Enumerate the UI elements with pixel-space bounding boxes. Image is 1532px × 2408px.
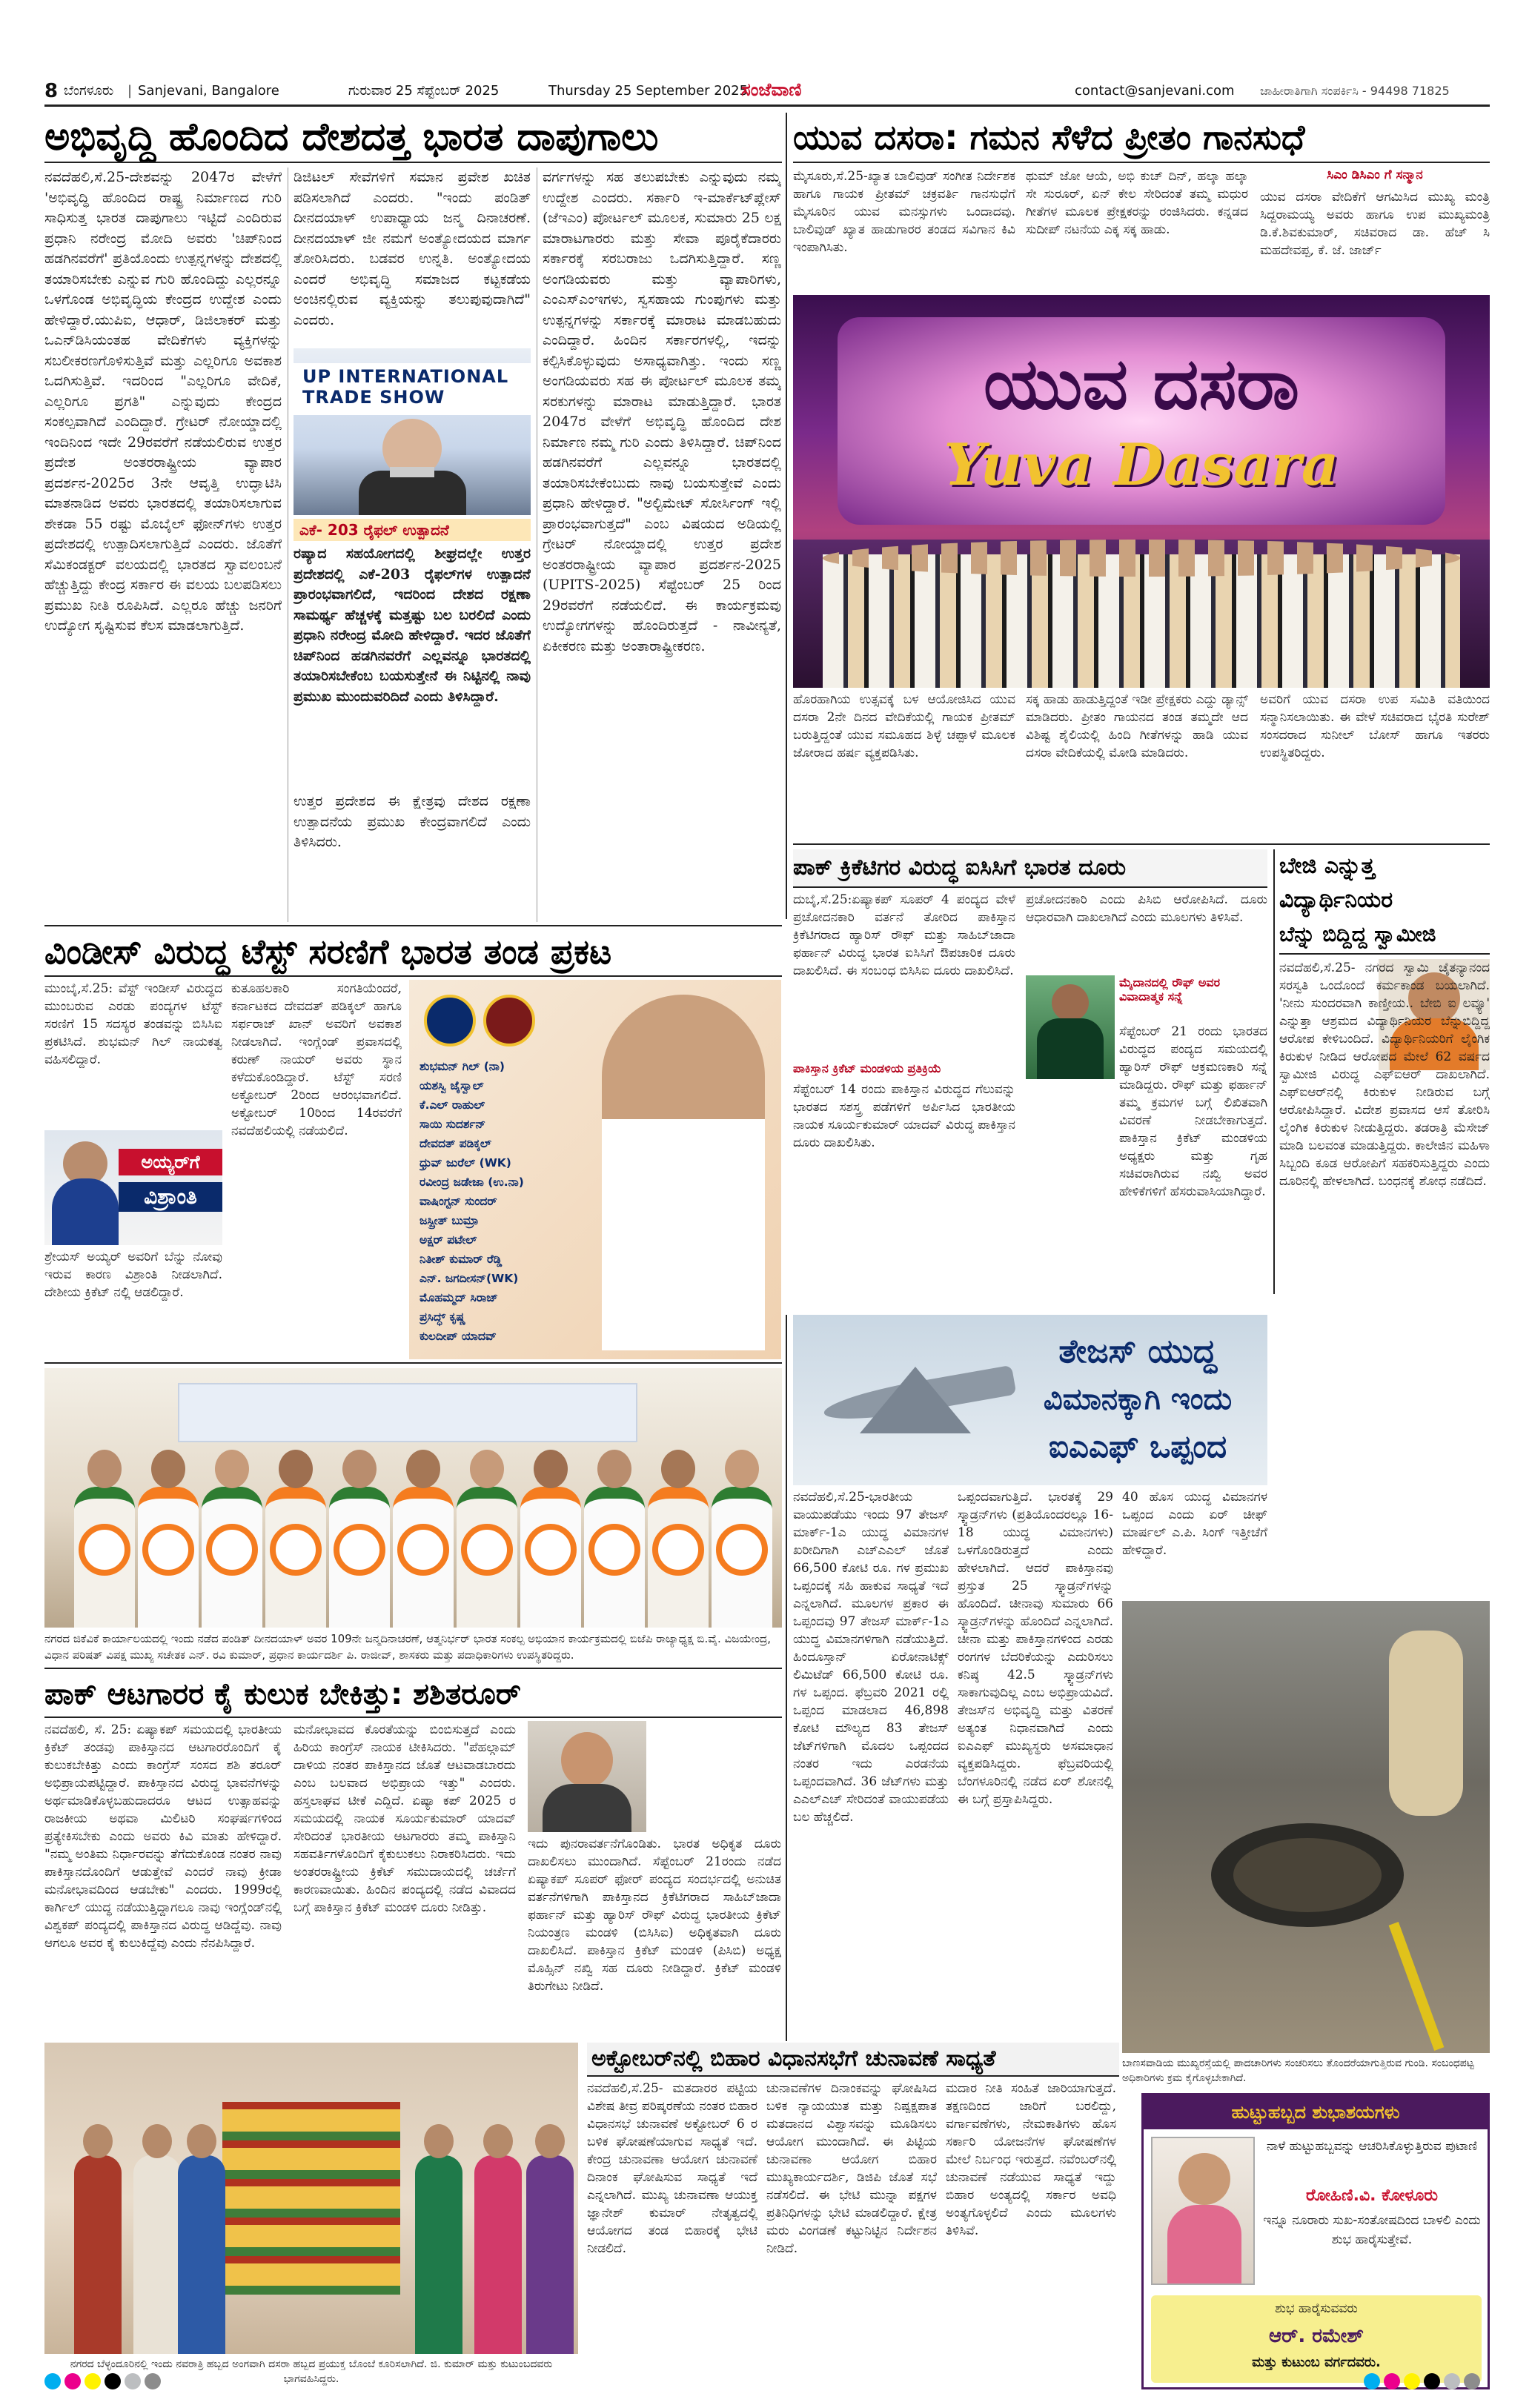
person-head — [406, 1450, 440, 1488]
story4-col2: ಸೆಪ್ಟೆಂಬರ್ 21 ರಂದು ಭಾರತದ ವಿರುದ್ಧದ ಪಂದ್ಯದ ಸಮಯದಲ್ಲಿ ಹ್ಯಾರಿಸ್ ರೌಫ್ ಆಕ್ರಮಣಕಾರಿ ಸನ್ನೆ ಮಾಡಿದ್ದರು. ರೌಫ್ ಮತ್ತು ಫರ್ಹಾನ್ ತಮ್ಮ ಕ್ರಮಗಳ ಬಗ್ಗೆ ಲಿಖಿತವಾಗಿ ವಿವರಣೆ ನೀಡಬೇಕಾಗುತ್ತದೆ. ಪಾಕಿಸ್ತಾನ ಕ್ರಿಕೆಟ್ ಮಂಡಳಿಯ ಅಧ್ಯಕ್ಷರು ಮತ್ತು ಗೃಹ ಸಚಿವರಾಗಿರುವ ನಖ್ವಿ ಅವರ ಹೇಳಿಕೆಗಳಿಗೆ ಹೆಸರುವಾಸಿಯಾಗಿದ್ದಾರೆ. — [1119, 1024, 1267, 1199]
birthday-title: ಹುಟ್ಟುಹಬ್ಬದ ಶುಭಾಶಯಗಳು — [1144, 2095, 1488, 2129]
banner-kannada: ಯುವ ದಸರಾ — [983, 342, 1300, 425]
story6-col3: ಇದು ಪುನರಾವರ್ತನೆಗೊಂಡಿತು. ಭಾರತ ಅಧಿಕೃತ ದೂರು ದಾಖಲಿಸಲು ಮುಂದಾಗಿದೆ. ಸೆಪ್ಟೆಂಬರ್ 21ರಂದು ನಡೆದ ಏಷ್ಯಾಕಪ್ ಸೂಪರ್ ಫೋರ್ ಪಂದ್ಯದ ಸಂದರ್ಭದಲ್ಲಿ ಅನುಚಿತ ವರ್ತನೆಗಳಿಗಾಗಿ ಪಾಕಿಸ್ತಾನದ ಕ್ರಿಕೆಟಿಗರಾದ ಸಾಹಿಬ್‌ಜಾದಾ ಫರ್ಹಾನ್ ಮತ್ತು ಹ್ಯಾರಿಸ್ ರೌಫ್ ವಿರುದ್ಧ ಭಾರತೀಯ ಕ್ರಿಕೆಟ್ ನಿಯಂತ್ರಣ ಮಂಡಳಿ (ಬಿಸಿಸಿಐ) ಅಧಿಕೃತವಾಗಿ ದೂರು ದಾಖಲಿಸಿದೆ. ಪಾಕಿಸ್ತಾನ ಕ್ರಿಕೆಟ್ ಮಂಡಳಿ (ಪಿಸಿಬಿ) ಅಧ್ಯಕ್ಷ ಮೊಹ್ಸಿನ್ ನಖ್ವಿ ಸಹ ದೂರು ನೀಡಿದ್ದಾರೆ. ಕ್ರಿಕೆಟ್ ಮಂಡಳಿ ತಿರುಗೇಟು ನೀಡಿದೆ. — [528, 1837, 781, 1994]
city: ಬೆಂಗಳೂರು — [64, 83, 114, 99]
squad-player: ಯಶಸ್ವಿ ಜೈಸ್ವಾಲ್ — [420, 1079, 484, 1092]
story1-headline: ಅಭಿವೃದ್ಧಿ ಹೊಂದಿದ ದೇಶದತ್ತ ಭಾರತ ದಾಪುಗಾಲು — [44, 115, 659, 159]
birthday-from: ಶುಭ ಹಾರೈಸುವವರು — [1275, 2301, 1358, 2316]
edition: Sanjevani, Bangalore — [138, 83, 279, 99]
bjp-event-photo — [44, 1368, 782, 1628]
story7-col1: ನವದೆಹಲಿ,ಸೆ.25-ಭಾರತೀಯ ವಾಯುಪಡೆಯು ಇಂದು 97 ತೇಜಸ್ ಮಾರ್ಕ್-1ಎ ಯುದ್ಧ ವಿಮಾನಗಳ ಖರೀದಿಗಾಗಿ ಎಚ್‌ಎಎಲ್ ಜೊತೆ 66,500 ಕೋಟಿ ರೂ. ಗಳ ಪ್ರಮುಖ ಒಪ್ಪಂದಕ್ಕೆ ಸಹಿ ಹಾಕುವ ಸಾಧ್ಯತೆ ಇದೆ ಎನ್ನಲಾಗಿದೆ. ಮೂಲಗಳ ಪ್ರಕಾರ ಈ ಒಪ್ಪಂದವು 97 ತೇಜಸ್ ಮಾರ್ಕ್-1ಎ ಯುದ್ಧ ವಿಮಾನಗಳಿಗಾಗಿ ನಡೆಯುತ್ತಿದೆ. ಹಿಂದೂಸ್ತಾನ್ ಏರೋನಾಟಿಕ್ಸ್ ಲಿಮಿಟೆಡ್ 66,500 ಕೋಟಿ ರೂ. ಗಳ ಒಪ್ಪಂದ. ಫೆಬ್ರವರಿ 2021 ರಲ್ಲಿ ಒಪ್ಪಂದ ಮಾಡಲಾದ 46,898 ಕೋಟಿ ಮೌಲ್ಯದ 83 ತೇಜಸ್ ಜೆಟ್‌ಗಳಿಗಾಗಿ ಮೊದಲ ಒಪ್ಪಂದದ ನಂತರ ಇದು ಎರಡನೆಯ ಒಪ್ಪಂದವಾಗಿದೆ. 36 ಜೆಟ್‌ಗಳು ಮತ್ತು ಎಎಲ್‌ಎಚ್ ಸೇರಿದಂತೆ ವಾಯುಪಡೆಯ ಬಲ ಹೆಚ್ಚಲಿದೆ. — [793, 1490, 949, 1825]
poster-board — [79, 1524, 130, 1576]
story7-col3: 40 ಹೊಸ ಯುದ್ಧ ವಿಮಾನಗಳ ಒಪ್ಪಂದ ಎಂದು ಏರ್ ಚೀಫ್ ಮಾರ್ಷಲ್ ಎ.ಪಿ. ಸಿಂಗ್ ಇತ್ತೀಚೆಗೆ ಹೇಳಿದ್ದಾರೆ. — [1122, 1490, 1267, 1558]
squad-player: ದೇವದತ್ ಪಡಿಕ್ಕಲ್ — [420, 1137, 491, 1150]
tejas-jet-photo — [793, 1315, 1267, 1485]
story2-col1: ಮೈಸೂರು,ಸೆ.25-ಖ್ಯಾತ ಬಾಲಿವುಡ್ ಸಂಗೀತ ನಿರ್ದೇಶಕ ಹಾಗೂ ಗಾಯಕ ಪ್ರೀತಮ್ ಚಕ್ರವರ್ತಿ ಗಾನಸುಧೆಗೆ ಮೈಸೂರಿನ ಯುವ ಮನಸ್ಸುಗಳು ಒಂದಾದವು. ಬಾಲಿವುಡ್ ಖ್ಯಾತ ಹಾಡುಗಾರರ ತಂಡದ ಸವಿಗಾನ ಕಿವಿ ಇಂಪಾಗಿಸಿತು. — [793, 169, 1015, 255]
person-head — [483, 2124, 513, 2158]
register-dot — [145, 2373, 161, 2389]
poster-board — [652, 1524, 704, 1576]
tharoor-photo — [528, 1721, 646, 1832]
story6-col1: ನವದೆಹಲಿ, ಸೆ. 25: ಏಷ್ಯಾಕಪ್ ಸಮಯದಲ್ಲಿ ಭಾರತೀಯ ಕ್ರಿಕೆಟ್ ತಂಡವು ಪಾಕಿಸ್ತಾನದ ಆಟಗಾರರೊಂದಿಗೆ ಕೈ ಕುಲುಕಬೇಕಿತ್ತು ಎಂದು ಕಾಂಗ್ರೆಸ್ ಸಂಸದ ಶಶಿ ತರೂರ್ ಅಭಿಪ್ರಾಯಪಟ್ಟಿದ್ದಾರೆ. ಪಾಕಿಸ್ತಾನದ ವಿರುದ್ಧ ಭಾವನೆಗಳನ್ನು ಅರ್ಥಮಾಡಿಕೊಳ್ಳಬಹುದಾದರೂ ಆಟದ ಉತ್ಸಾಹವನ್ನು ರಾಜಕೀಯ ಅಥವಾ ಮಿಲಿಟರಿ ಸಂಘರ್ಷಗಳಿಂದ ಪ್ರತ್ಯೇಕಿಸಬೇಕು ಎಂದು ಅವರು ಕಿವಿ ಮಾತು ಹೇಳಿದ್ದಾರೆ. "ನಮ್ಮ ಅಂತಿಮ ನಿರ್ಧಾರವನ್ನು ತೆಗೆದುಕೊಂಡ ನಂತರ ನಾವು ಪಾಕಿಸ್ತಾನದೊಂದಿಗೆ ಆಡುತ್ತೇವೆ ಎಂದರೆ ನಾವು ಕ್ರೀಡಾ ಮನೋಭಾವದಿಂದ ಆಡಬೇಕು" ಎಂದರು. 1999ರಲ್ಲಿ ಕಾರ್ಗಿಲ್ ಯುದ್ಧ ನಡೆಯುತ್ತಿದ್ದಾಗಲೂ ನಾವು ಇಂಗ್ಲೆಂಡ್‌ನಲ್ಲಿ ವಿಶ್ವಕಪ್ ಪಂದ್ಯದಲ್ಲಿ ಪಾಕಿಸ್ತಾನದ ವಿರುದ್ಧ ಆಡಿದ್ದೆವು. ನಾವು ಆಗಲೂ ಅವರ ಕೈ ಕುಲುಕಿದ್ದೆವು ಎಂದು ನೆನಪಿಸಿದ್ದಾರೆ. — [44, 1722, 282, 1951]
pothole-photo — [1122, 1601, 1490, 2053]
register-dot — [1444, 2373, 1460, 2389]
register-dot — [1404, 2373, 1420, 2389]
story4-col1-b: ಸೆಪ್ಟೆಂಬರ್ 14 ರಂದು ಪಾಕಿಸ್ತಾನ ವಿರುದ್ಧದ ಗೆಲುವನ್ನು ಭಾರತದ ಸಶಸ್ತ್ರ ಪಡೆಗಳಿಗೆ ಅರ್ಪಿಸಿದ ಭಾರತೀಯ ನಾಯಕ ಸೂರ್ಯಕುಮಾರ್ ಯಾದವ್ ವಿರುದ್ಧ ಪಾಕಿಸ್ತಾನ ದೂರು ದಾಖಲಿಸಿತು. — [793, 1082, 1015, 1150]
poster-board — [270, 1524, 322, 1576]
squad-player: ಅಕ್ಷರ್ ಪಟೇಲ್ — [420, 1233, 477, 1247]
register-dot — [44, 2373, 61, 2389]
squad-player: ಮೊಹಮ್ಮದ್ ಸಿರಾಜ್ — [420, 1291, 498, 1304]
story4-col2-top: ಪ್ರಚೋದನಕಾರಿ ಎಂದು ಪಿಸಿಬಿ ಆರೋಪಿಸಿದೆ. ದೂರು ಆಧಾರವಾಗಿ ದಾಖಲಾಗಿದೆ ಎಂದು ಮೂಲಗಳು ತಿಳಿಸಿವೆ. — [1026, 892, 1267, 925]
person-head — [279, 1450, 313, 1488]
squad-player: ಪ್ರಸಿದ್ಧ್ ಕೃಷ್ಣ — [420, 1310, 466, 1324]
story2-col3: ಯುವ ದಸರಾ ವೇದಿಕೆಗೆ ಆಗಮಿಸಿದ ಮುಖ್ಯ ಮಂತ್ರಿ ಸಿದ್ದರಾಮಯ್ಯ ಅವರು ಹಾಗೂ ಉಪ ಮುಖ್ಯಮಂತ್ರಿ ಡಿ.ಕೆ.ಶಿವಕುಮಾರ್, ಸಚಿವರಾದ ಡಾ. ಹೆಚ್ ಸಿ ಮಹದೇವಪ್ಪ, ಕೆ. ಜೆ. ಜಾರ್ಜ್ — [1260, 190, 1490, 258]
story2-col2: ಥುಮ್ ಜೋ ಆಯೆ, ಅಭಿ ಕುಚ್ ದಿನ್, ಹಲ್ಕಾ ಹಲ್ಕಾ ಸೇ ಸುರೂರ್, ಏನ್ ಕೇಲ ಸೇರಿದಂತೆ ತಮ್ಮ ಮಧುರ ಗೀತೆಗಳ ಮೂಲಕ ಪ್ರೇಕ್ಷಕರನ್ನು ರಂಜಿಸಿದರು. ಕನ್ನಡದ ಸುದೀಪ್ ನಟನೆಯ ಎಕ್ಕ ಸಕ್ಕ ಹಾಡು. — [1026, 169, 1248, 237]
story1-col1: ನವದೆಹಲಿ,ಸೆ.25-ದೇಶವನ್ನು 2047ರ ವೇಳೆಗೆ 'ಅಭಿವೃದ್ಧಿ ಹೊಂದಿದ ರಾಷ್ಟ್ರ ನಿರ್ಮಾಣದ ಗುರಿ ಸಾಧಿಸುತ್ತ ಭಾರತ ದಾಪುಗಾಲು ಇಟ್ಟಿದೆ ಎಂದಿರುವ ಪ್ರಧಾನಿ ನರೇಂದ್ರ ಮೋದಿ ಅವರು 'ಚಿಪ್‌ನಿಂದ ಹಡಗಿನವರೆಗೆ' ಪ್ರತಿಯೊಂದು ಉತ್ಪನ್ನಗಳನ್ನು ದೇಶದಲ್ಲಿ ತಯಾರಿಸಬೇಕು ಎನ್ನುವ ಗುರಿ ಹೊಂದಿದ್ದು ಎಲ್ಲರನ್ನೂ ಒಳಗೊಂಡ ಅಭಿವೃದ್ಧಿಯ ಕೇಂದ್ರದ ಉದ್ದೇಶ ಎಂದು ಹೇಳಿದ್ದಾರೆ.ಯುಪಿಐ, ಆಧಾರ್, ಡಿಜಿಲಾಕರ್ ಮತ್ತು ಒಎನ್‌ಡಿಸಿಯಂತಹ ವೇದಿಕೆಗಳು ವ್ಯಕ್ತಿಗಳನ್ನು ಸಬಲೀಕರಣಗೊಳಿಸುತ್ತಿವೆ ಮತ್ತು ಎಲ್ಲರಿಗೂ ಅವಕಾಶ ಒದಗಿಸುತ್ತಿವೆ. ಇದರಿಂದ "ಎಲ್ಲರಿಗೂ ವೇದಿಕೆ, ಎಲ್ಲರಿಗೂ ಪ್ರಗತಿ" ಎನ್ನುವುದು ಕೇಂದ್ರದ ಸಂಕಲ್ಪವಾಗಿದೆ ಎಂದಿದ್ದಾರೆ. ಗ್ರೇಟರ್ ನೋಯ್ಡಾದಲ್ಲಿ ಇಂದಿನಿಂದ ಇದೇ 29ರವರೆಗೆ ನಡೆಯಲಿರುವ ಉತ್ತರ ಪ್ರದೇಶ ಅಂತರರಾಷ್ಟ್ರೀಯ ವ್ಯಾಪಾರ ಪ್ರದರ್ಶನ-2025ರ 3ನೇ ಆವೃತ್ತಿ ಉದ್ಘಾಟಿಸಿ ಮಾತನಾಡಿದ ಅವರು ಭಾರತದಲ್ಲಿ ತಯಾರಿಸಲಾಗುವ ಶೇಕಡಾ 55 ರಷ್ಟು ಮೊಬೈಲ್ ಫೋನ್‌ಗಳು ಉತ್ತರ ಪ್ರದೇಶದಲ್ಲಿ ಉತ್ಪಾದಿಸಲಾಗುತ್ತಿದೆ ಎಂದರು. ಜೊತೆಗೆ ಸೆಮಿಕಂಡಕ್ಟರ್ ವಲಯದಲ್ಲಿ ಭಾರತದ ಸ್ವಾವಲಂಬನೆ ಹೆಚ್ಚುತ್ತಿದ್ದು ಕೇಂದ್ರ ಸರ್ಕಾರ ಈ ವಲಯ ಬಲಪಡಿಸಲು ಪ್ರಮುಖ ನೀತಿ ರೂಪಿಸಿದೆ. ಎಲ್ಲರೂ ಹೆಚ್ಚು ಜನರಿಗೆ ಉದ್ಯೋಗ ಸೃಷ್ಟಿಸುವ ಕೆಲಸ ಮಾಡಲಾಗುತ್ತಿದೆ. — [44, 169, 282, 634]
person-body — [415, 2155, 462, 2354]
dasara-dolls-family-photo — [44, 2043, 578, 2354]
story5-body: ನವದೆಹಲಿ,ಸೆ.25- ನಗರದ ಸ್ವಾಮಿ ಚೈತನ್ಯಾನಂದ ಸರಸ್ವತಿ ಒಂದೊಂದೆ ಕರ್ಮಕಾಂಡ ಬಯಲಾಗಿದೆ. 'ನೀನು ಸುಂದರವಾಗಿ ಕಾಣ್ತೀಯ.. ಬೇಬಿ ಐ ಲವ್ಯೂ' ಎನ್ನುತ್ತಾ ಆಶ್ರಮದ ವಿದ್ಯಾರ್ಥಿನಿಯರ ಬೆನ್ನುಬಿದ್ದಿದ್ದ ಆರೋಪ ಕೇಳಿಬಂದಿದೆ. ವಿದ್ಯಾರ್ಥಿನಿಯರಿಗೆ ಲೈಂಗಿಕ ಕಿರುಕುಳ ನೀಡಿದ ಆರೋಪದ ಮೇಲೆ 62 ವರ್ಷದ ಸ್ವಾಮೀಜಿ ವಿರುದ್ಧ ಎಫ್‌ಐಆರ್ ದಾಖಲಾಗಿದೆ. ಎಫ್‌ಐಆರ್‌ನಲ್ಲಿ ಕಿರುಕುಳ ನೀಡಿರುವ ಬಗ್ಗೆ ಆರೋಪಿಸಿದ್ದಾರೆ. ವಿದೇಶ ಪ್ರವಾಸದ ಆಸೆ ತೋರಿಸಿ ಲೈಂಗಿಕ ಕಿರುಕುಳ ನೀಡುತ್ತಿದ್ದರು. ತಡರಾತ್ರಿ ಮೆಸೇಜ್ ಮಾಡಿ ಬಲವಂತ ಮಾಡುತ್ತಿದ್ದರು. ಕಾಲೇಜಿನ ಮಹಿಳಾ ಸಿಬ್ಬಂದಿ ಕೂಡ ಆರೋಪಿಗೆ ಸಹಕರಿಸುತ್ತಿದ್ದರು ಎಂದು ದೂರಿನಲ್ಲಿ ಹೇಳಲಾಗಿದೆ. ಬಂಧನಕ್ಕೆ ಶೋಧ ನಡೆದಿದೆ. — [1279, 961, 1490, 1189]
story8-col3: ಮದಾರ ನೀತಿ ಸಂಹಿತೆ ಜಾರಿಯಾಗುತ್ತದೆ. ತಕ್ಷಣದಿಂದ ಜಾರಿಗೆ ಬರಲಿದ್ದು, ವರ್ಗಾವಣೆಗಳು, ನೇಮಕಾತಿಗಳು ಹೊಸ ಸರ್ಕಾರಿ ಯೋಜನೆಗಳ ಘೋಷಣೆಗಳ ಮೇಲೆ ನಿರ್ಬಂಧ ಇರುತ್ತದೆ. ನವೆಂಬರ್‌ನಲ್ಲಿ ಚುನಾವಣೆ ನಡೆಯುವ ಸಾಧ್ಯತೆ ಇದ್ದು ಬಿಹಾರ ಅಂತ್ಯದಲ್ಲಿ ಸರ್ಕಾರ ಅವಧಿ ಅಂತ್ಯಗೊಳ್ಳಲಿದೆ ಎಂದು ಮೂಲಗಳು ತಿಳಿಸಿವೆ. — [946, 2081, 1116, 2238]
story1-col2-top: ಡಿಜಿಟಲ್ ಸೇವೆಗಳಿಗೆ ಸಮಾನ ಪ್ರವೇಶ ಖಚಿತ ಪಡಿಸಲಾಗಿದೆ ಎಂದರು. "ಇಂದು ಪಂಡಿತ್ ದೀನದಯಾಳ್ ಉಪಾಧ್ಯಾಯ ಜನ್ಮ ದಿನಾಚರಣೆ. ದೀನದಯಾಳ್ ಜೀ ನಮಗೆ ಅಂತ್ಯೋದಯದ ಮಾರ್ಗ ತೋರಿಸಿದರು. ಬಡವರ ಉನ್ನತಿ. ಅಂತ್ಯೋದಯ ಎಂದರೆ ಅಭಿವೃದ್ಧಿ ಸಮಾಜದ ಕಟ್ಟಕಡೆಯ ಅಂಚಿನಲ್ಲಿರುವ ವ್ಯಕ್ತಿಯನ್ನು ತಲುಪುವುದಾಗಿದೆ" ಎಂದರು. — [294, 169, 531, 328]
rauf-subhead: ಮೈದಾನದಲ್ಲಿ ರೌಫ್ ಅವರ ವಿವಾದಾತ್ಮಕ ಸನ್ನೆ — [1119, 975, 1221, 1004]
person-head — [424, 2124, 454, 2158]
bjp-event-caption: ನಗರದ ಜಿಕೆವಿಕೆ ಕಾರ್ಯಾಲಯದಲ್ಲಿ ಇಂದು ನಡೆದ ಪಂಡಿತ್ ದೀನದಯಾಳ್ ಅವರ 109ನೇ ಜನ್ಮದಿನಾಚರಣೆ, ಆತ್ಮನಿರ್ಭರ್ ಭಾರತ ಸಂಕಲ್ಪ ಅಭಿಯಾನ ಕಾರ್ಯಕ್ರಮದಲ್ಲಿ ಬಿಜೆಪಿ ರಾಜ್ಯಾಧ್ಯಕ್ಷ ಬಿ.ವೈ. ವಿಜಯೇಂದ್ರ, ವಿಧಾನ ಪರಿಷತ್ ವಿಪಕ್ಷ ಮುಖ್ಯ ಸಚೇತಕ ಎನ್. ರವಿ ಕುಮಾರ್, ಪ್ರಧಾನ ಕಾರ್ಯದರ್ಶಿ ಪಿ. ರಾಜೀವ್, ಶಾಸಕರು ಮತ್ತು ಪದಾಧಿಕಾರಿಗಳು ಉಪಸ್ಥಿತರಿದ್ದರು. — [44, 1632, 772, 1662]
trade-show-banner: UP INTERNATIONAL TRADE SHOW — [302, 366, 509, 408]
story5-headline-2: ವಿದ್ಯಾರ್ಥಿನಿಯರ — [1279, 887, 1393, 913]
story8-col2: ಚುನಾವಣೆಗಳ ದಿನಾಂಕವನ್ನು ಘೋಷಿಸಿದ ಬಳಿಕ ನ್ಯಾಯಯುತ ಮತ್ತು ನಿಷ್ಪಕ್ಷಪಾತ ಮತದಾನದ ವಿಶ್ವಾಸವನ್ನು ಮೂಡಿಸಲು ಆಯೋಗ ಮುಂದಾಗಿದೆ. ಈ ಪಿಟ್ಟಿಯ ಚುನಾವಣಾ ಆಯೋಗ ಬಿಹಾರ ಮುಖ್ಯಕಾರ್ಯದರ್ಶಿ, ಡಿಜಿಪಿ ಜೊತೆ ಸಭೆ ನಡೆಸಲಿದೆ. ಈ ಭೇಟಿ ಮುನ್ನಾ ಪಕ್ಷಗಳ ಪ್ರತಿನಿಧಿಗಳನ್ನು ಭೇಟಿ ಮಾಡಲಿದ್ದಾರೆ. ಕ್ಷೇತ್ರ ಮರು ವಿಂಗಡಣೆ ಕಟ್ಟುನಿಟ್ಟಿನ ನಿರ್ದೇಶನ ನೀಡಿದೆ. — [766, 2081, 937, 2256]
poster-board — [525, 1524, 577, 1576]
squad-player: ಜಸ್ಪ್ರೀತ್ ಬುಮ್ರಾ — [420, 1214, 479, 1227]
birthday-from-tail: ಮತ್ತು ಕುಟುಂಬ ವರ್ಗದವರು. — [1252, 2355, 1381, 2370]
register-marks-right — [1364, 2372, 1490, 2391]
person-head — [142, 2124, 172, 2158]
poster-board — [142, 1524, 194, 1576]
date-kannada: ಗುರುವಾರ 25 ಸೆಪ್ಟೆಂಬರ್ 2025 — [348, 83, 500, 99]
family-people — [44, 2043, 578, 2354]
birthday-ad — [1141, 2093, 1490, 2389]
story1-col2-bottom: ಉತ್ತರ ಪ್ರದೇಶದ ಈ ಕ್ಷೇತ್ರವು ದೇಶದ ರಕ್ಷಣಾ ಉತ್ಪಾದನೆಯ ಪ್ರಮುಖ ಕೇಂದ್ರವಾಗಲಿದೆ ಎಂದು ತಿಳಿಸಿದರು. — [294, 793, 531, 850]
pothole-caption: ಬಾಣಸವಾಡಿಯ ಮುಖ್ಯರಸ್ತೆಯಲ್ಲಿ ಪಾದಚಾರಿಗಳು ಸಂಚರಿಸಲು ತೊಂದರೆಯಾಗುತ್ತಿರುವ ಗುಂಡಿ. ಸಂಬಂಧಪಟ್ಟ ಅಧಿಕಾರಿಗಳು ಕ್ರಮ ಕೈಗೊಳ್ಳಬೇಕಾಗಿದೆ. — [1122, 2057, 1474, 2084]
register-dot — [1424, 2373, 1440, 2389]
banner-english: Yuva Dasara — [944, 431, 1339, 499]
person-head — [215, 1450, 249, 1488]
birthday-line2: ಇನ್ನೂ ನೂರಾರು ಸುಖ-ಸಂತೋಷದಿಂದ ಬಾಳಲಿ ಎಂದು ಶುಭ ಹಾರೈಸುತ್ತೇವೆ. — [1263, 2213, 1481, 2247]
squad-player: ಸಾಯಿ ಸುದರ್ಶನ್ — [420, 1118, 486, 1131]
story3-headline: ವಿಂಡೀಸ್ ವಿರುದ್ಧ ಟೆಸ್ಟ್ ಸರಣಿಗೆ ಭಾರತ ತಂಡ ಪ್ರಕಟ — [44, 932, 612, 972]
story7-headline-2: ವಿಮಾನಕ್ಕಾಗಿ ಇಂದು — [1043, 1382, 1233, 1416]
story4-headline: ಪಾಕ್ ಕ್ರಿಕೆಟಿಗರ ವಿರುದ್ಧ ಐಸಿಸಿಗೆ ಭಾರತ ದೂರು — [793, 849, 1267, 886]
birthday-line1: ನಾಳೆ ಹುಟ್ಟುಹಬ್ಬವನ್ನು ಆಚರಿಸಿಕೊಳ್ಳುತ್ತಿರುವ ಪುಟಾಣಿ — [1266, 2139, 1478, 2154]
email-link[interactable]: contact@sanjevani.com — [1075, 83, 1235, 99]
squad-player: ನಿತೀಶ್ ಕುಮಾರ್ ರೆಡ್ಡಿ — [420, 1253, 503, 1266]
shreyas-badge-2: ವಿಶ್ರಾಂತಿ — [119, 1182, 222, 1212]
squad-list — [420, 1057, 605, 1353]
story2-headline: ಯುವ ದಸರಾ: ಗಮನ ಸೆಳೆದ ಪ್ರೀತಂ ಗಾನಸುಧೆ — [793, 117, 1305, 157]
masthead: 8 ಬೆಂಗಳೂರು | Sanjevani, Bangalore ಗುರುವಾರ 25 ಸೆಪ್ಟೆಂಬರ್ 2025 Thursday 25 September 2025 ಸಂಜೆವಾಣಿ contact@sanjevani.com ಜಾಹೀರಾತಿಗಾಗಿ ಸಂಪರ್ಕಿಸಿ - 94498 71825 — [44, 77, 1490, 107]
paper-name: ಸಂಜೆವಾಣಿ — [741, 79, 802, 100]
person-head — [725, 1450, 759, 1488]
person-head — [342, 1450, 377, 1488]
person-head — [151, 1450, 185, 1488]
pcb-reaction-subhead: ಪಾಕಿಸ್ತಾನ ಕ್ರಿಕೆಟ್ ಮಂಡಳಿಯ ಪ್ರತಿಕ್ರಿಯೆ — [793, 1061, 941, 1075]
rifle-subhead: ಎಕೆ- 203 ರೈಫಲ್ ಉತ್ಪಾದನೆ — [294, 519, 531, 541]
person-head — [661, 1450, 695, 1488]
register-dot — [125, 2373, 141, 2389]
rauf-photo — [1026, 975, 1115, 1079]
squad-player: ಎನ್. ಜಗದೀಸನ್(WK) — [420, 1272, 519, 1285]
story8-col1: ನವದೆಹಲಿ,ಸೆ.25- ಮತದಾರರ ಪಟ್ಟಿಯ ವಿಶೇಷ ತೀವ್ರ ಪರಿಷ್ಕರಣೆಯ ನಂತರ ಬಿಹಾರ ವಿಧಾನಸಭೆ ಚುನಾವಣೆ ಅಕ್ಟೋಬರ್ 6 ರ ಬಳಿಕ ಘೋಷಣೆಯಾಗುವ ಸಾಧ್ಯತೆ ಇದೆ. ಕೇಂದ್ರ ಚುನಾವಣಾ ಆಯೋಗ ಚುನಾವಣೆ ದಿನಾಂಕ ಘೋಷಿಸುವ ಸಾಧ್ಯತೆ ಇದೆ ಎನ್ನಲಾಗಿದೆ. ಮುಖ್ಯ ಚುನಾವಣಾ ಆಯುಕ್ತ ಜ್ಞಾನೇಶ್ ಕುಮಾರ್ ನೇತೃತ್ವದಲ್ಲಿ ಆಯೋಗದ ತಂಡ ಬಿಹಾರಕ್ಕೆ ಭೇಟಿ ನೀಡಲಿದೆ. — [587, 2081, 757, 2256]
person-head — [187, 2124, 216, 2158]
story3-col1-bottom: ಶ್ರೇಯಸ್ ಅಯ್ಯರ್ ಅವರಿಗೆ ಬೆನ್ನು ನೋವು ಇರುವ ಕಾರಣ ವಿಶ್ರಾಂತಿ ನೀಡಲಾಗಿದೆ. ದೇಶೀಯ ಕ್ರಿಕೆಟ್ ನಲ್ಲಿ ಆಡಲಿದ್ದಾರೆ. — [44, 1250, 222, 1300]
story6-col2: ಮನೋಭಾವದ ಕೊರತೆಯನ್ನು ಬಿಂಬಿಸುತ್ತದೆ ಎಂದು ಹಿರಿಯ ಕಾಂಗ್ರೆಸ್ ನಾಯಕ ಟೀಕಿಸಿದರು. "ಪೆಹಲ್ಗಾಮ್ ದಾಳಿಯ ನಂತರ ಪಾಕಿಸ್ತಾನದ ಜೊತೆ ಆಟವಾಡಬಾರದು ಎಂಬ ಬಲವಾದ ಅಭಿಪ್ರಾಯ ಇತ್ತು" ಎಂದರು. ಹಸ್ತಲಾಘವ ಟೀಕೆ ಎದ್ದಿದೆ. ಏಷ್ಯಾ ಕಪ್ 2025 ರ ಸಮಯದಲ್ಲಿ ನಾಯಕ ಸೂರ್ಯಕುಮಾರ್ ಯಾದವ್ ಸೇರಿದಂತೆ ಭಾರತೀಯ ಆಟಗಾರರು ತಮ್ಮ ಪಾಕಿಸ್ತಾನಿ ಸಹವರ್ತಿಗಳೊಂದಿಗೆ ಕೈಕುಲುಕಲು ನಿರಾಕರಿಸಿದರು. ಇದು ಅಂತರರಾಷ್ಟ್ರೀಯ ಕ್ರಿಕೆಟ್ ಸಮುದಾಯದಲ್ಲಿ ಚರ್ಚೆಗೆ ಕಾರಣವಾಯಿತು. ಹಿಂದಿನ ಪಂದ್ಯದಲ್ಲಿ ನಡೆದ ವಿವಾದದ ಬಗ್ಗೆ ಪಾಕಿಸ್ತಾನ ಕ್ರಿಕೆಟ್ ಮಂಡಳಿ ದೂರು ನೀಡಿತ್ತು. — [294, 1722, 516, 1915]
poster-board — [588, 1524, 640, 1576]
register-dot — [64, 2373, 81, 2389]
page-number: 8 — [44, 80, 59, 102]
story7-col2: ಒಪ್ಪಂದವಾಗುತ್ತಿದೆ. ಭಾರತಕ್ಕೆ 29 ಸ್ಕ್ವಾಡ್ರನ್‌ಗಳು (ಪ್ರತಿಯೊಂದರಲ್ಲೂ 16-18 ಯುದ್ಧ ವಿಮಾನಗಳು) ಒಳಗೊಂಡಿರುತ್ತದೆ ಎಂದು ಹೇಳಲಾಗಿದೆ. ಆದರೆ ಪಾಕಿಸ್ತಾನವು ಪ್ರಸ್ತುತ 25 ಸ್ಕ್ವಾಡ್ರನ್‌ಗಳನ್ನು ಹೊಂದಿದೆ. ಚೀನಾವು ಸುಮಾರು 66 ಸ್ಕ್ವಾಡ್ರನ್‌ಗಳನ್ನು ಹೊಂದಿದೆ ಎನ್ನಲಾಗಿದೆ. ಚೀನಾ ಮತ್ತು ಪಾಕಿಸ್ತಾನಗಳಿಂದ ಎರಡು ರಂಗಗಳ ಬೆದರಿಕೆಯನ್ನು ಎದುರಿಸಲು ಕನಿಷ್ಠ 42.5 ಸ್ಕ್ವಾಡ್ರನ್‌ಗಳು ಸಾಕಾಗುವುದಿಲ್ಲ ಎಂಬ ಅಭಿಪ್ರಾಯವಿದೆ. ತೇಜಸ್‌ನ ಅಭಿವೃದ್ಧಿ ಮತ್ತು ವಿತರಣೆ ಅತ್ಯಂತ ನಿಧಾನವಾಗಿದೆ ಎಂದು ಐಎಎಫ್ ಮುಖ್ಯಸ್ಥರು ಅಸಮಾಧಾನ ವ್ಯಕ್ತಪಡಿಸಿದ್ದರು. ಫೆಬ್ರವರಿಯಲ್ಲಿ ಬೆಂಗಳೂರಿನಲ್ಲಿ ನಡೆದ ಏರ್ ಶೋನಲ್ಲಿ ಈ ಬಗ್ಗೆ ಪ್ರಸ್ತಾಪಿಸಿದ್ದರು. — [958, 1490, 1113, 1807]
story5-headline-1: ಬೇಜಿ ಎನ್ನುತ್ತ — [1279, 853, 1375, 879]
register-dot — [1384, 2373, 1400, 2389]
register-dot — [1464, 2373, 1480, 2389]
person-body — [526, 2155, 574, 2354]
person-head — [597, 1450, 631, 1488]
person-head — [87, 1450, 122, 1488]
person-body — [133, 2155, 181, 2354]
birthday-from-name: ಆರ್. ರಮೇಶ್ — [1269, 2325, 1364, 2347]
story5-headline-3: ಬೆನ್ನು ಬಿದ್ದಿದ್ದ ಸ್ವಾಮೀಜಿ — [1279, 922, 1436, 946]
person-head — [83, 2124, 113, 2158]
date-english: Thursday 25 September 2025 — [548, 83, 749, 99]
poster-board — [334, 1524, 385, 1576]
register-dot — [105, 2373, 121, 2389]
rifle-caption: ರಷ್ಯಾದ ಸಹಯೋಗದಲ್ಲಿ ಶೀಘ್ರದಲ್ಲೇ ಉತ್ತರ ಪ್ರದೇಶದಲ್ಲಿ ಎಕೆ-203 ರೈಫಲ್‌ಗಳ ಉತ್ಪಾದನೆ ಪ್ರಾರಂಭವಾಗಲಿದೆ, ಇದರಿಂದ ದೇಶದ ರಕ್ಷಣಾ ಸಾಮರ್ಥ್ಯ ಹೆಚ್ಚಳಕ್ಕೆ ಮತ್ತಷ್ಟು ಬಲ ಬರಲಿದೆ ಎಂದು ಪ್ರಧಾನಿ ನರೇಂದ್ರ ಮೋದಿ ಹೇಳಿದ್ದಾರೆ. ಇದರ ಜೊತೆಗೆ ಚಿಪ್‌ನಿಂದ ಹಡಗಿನವರೆಗೆ ಎಲ್ಲವನ್ನೂ ಭಾರತದಲ್ಲಿ ತಯಾರಿಸಬೇಕೆಂಬ ಬಯಸುತ್ತೇನೆ ಈ ನಿಟ್ಟಿನಲ್ಲಿ ನಾವು ಪ್ರಮುಖ ಮುಂದುವರಿದಿದೆ ಎಂದು ತಿಳಿಸಿದ್ದಾರೆ. — [294, 545, 531, 705]
person-head — [535, 2124, 565, 2158]
squad-player: ಧ್ರುವ್ ಜುರೆಲ್ (WK) — [420, 1156, 511, 1170]
cm-felicitation-subhead: ಸಿಎಂ ಡಿಸಿಎಂ ಗೆ ಸನ್ಮಾನ — [1327, 168, 1423, 182]
story7-headline-1: ತೇಜಸ್ ಯುದ್ಧ — [1058, 1333, 1217, 1370]
poster-board — [461, 1524, 513, 1576]
shreyas-photo — [44, 1130, 222, 1245]
story3-col2: ಕುತೂಹಲಕಾರಿ ಸಂಗತಿಯೆಂದರೆ, ಕರ್ನಾಟಕದ ದೇವದತ್ ಪಡಿಕ್ಕಲ್ ಹಾಗೂ ಸರ್ಫರಾಜ್ ಖಾನ್ ಅವರಿಗೆ ಅವಕಾಶ ನೀಡಲಾಗಿದೆ. ಇಂಗ್ಲೆಂಡ್ ಪ್ರವಾಸದಲ್ಲಿ ಕರುಣ್ ನಾಯರ್ ಅವರು ಸ್ಥಾನ ಕಳೆದುಕೊಂಡಿದ್ದಾರೆ. ಟೆಸ್ಟ್ ಸರಣಿ ಅಕ್ಟೋಬರ್ 2ರಿಂದ ಆರಂಭವಾಗಲಿದೆ. ಅಕ್ಟೋಬರ್ 10ರಿಂದ 14ರವರೆಗೆ ನವದೆಹಲಿಯಲ್ಲಿ ನಡೆಯಲಿದೆ. — [231, 981, 402, 1138]
story4-col1: ದುಬೈ,ಸೆ.25:ಏಷ್ಯಾಕಪ್ ಸೂಪರ್ 4 ಪಂದ್ಯದ ವೇಳೆ ಪ್ರಚೋದನಕಾರಿ ವರ್ತನೆ ತೋರಿದ ಪಾಕಿಸ್ತಾನ ಕ್ರಿಕೆಟಿಗರಾದ ಹ್ಯಾರಿಸ್ ರೌಫ್ ಮತ್ತು ಸಾಹಿಬ್‌ಜಾದಾ ಫರ್ಹಾನ್ ವಿರುದ್ಧ ಭಾರತ ಐಸಿಸಿಗೆ ಔಪಚಾರಿಕ ದೂರು ದಾಖಲಿಸಿದೆ. ಈ ಸಂಬಂಧ ಬಿಸಿಸಿಐ ದೂರು ದಾಖಲಿಸಿದೆ. — [793, 892, 1015, 978]
person-body — [178, 2155, 225, 2354]
birthday-name: ರೋಹಿಣಿ.ವಿ. ಕೋಳೂರು — [1306, 2186, 1438, 2205]
register-marks-left — [44, 2372, 163, 2391]
squad-player: ಕೆ.ಎಲ್ ರಾಹುಲ್ — [420, 1098, 485, 1112]
family-caption: ನಗರದ ಬೆಳ್ಳಂದೂರಿನಲ್ಲಿ ಇಂದು ನವರಾತ್ರಿ ಹಬ್ಬದ ಅಂಗವಾಗಿ ದಸರಾ ಹಬ್ಬದ ಪ್ರಯುಕ್ತ ಬೊಂಬೆ ಕೂರಿಸಲಾಗಿದೆ. ಜಿ. ಕುಮಾರ್ ಮತ್ತು ಕುಟುಂಬದವರು ಭಾಗವಹಿಸಿದ್ದರು. — [70, 2358, 553, 2385]
squad-player: ಕುಲದೀಪ್ ಯಾದವ್ — [420, 1330, 497, 1343]
story2-bottom-col1: ಹೊರಹಾಗಿಯ ಉತ್ಸವಕ್ಕೆ ಬಳ ಆಯೋಜಿಸಿದ ಯುವ ದಸರಾ 2ನೇ ದಿನದ ವೇದಿಕೆಯಲ್ಲಿ ಗಾಯಕ ಪ್ರೀತಮ್ ಬರುತ್ತಿದ್ದಂತೆ ಯುವ ಸಮೂಹದ ಶಿಳ್ಳೆ ಚಪ್ಪಾಳೆ ಮೂಲಕ ಜೋರಾದ ಹರ್ಷ ವ್ಯಕ್ತಪಡಿಸಿತು. — [793, 692, 1015, 760]
person-head — [470, 1450, 504, 1488]
yuva-dasara-stage-photo — [793, 295, 1490, 688]
person-body — [74, 2155, 122, 2354]
register-dot — [1364, 2373, 1380, 2389]
story7-headline-3: ಐಎಎಫ್ ಒಪ್ಪಂದ — [1048, 1428, 1227, 1465]
register-dot — [84, 2373, 101, 2389]
story6-headline: ಪಾಕ್ ಆಟಗಾರರ ಕೈ ಕುಲುಕ ಬೇಕಿತ್ತು: ಶಶಿತರೂರ್ — [44, 1677, 521, 1711]
story3-col1-top: ಮುಂಬೈ,ಸೆ.25: ವೆಸ್ಟ್ ಇಂಡೀಸ್ ವಿರುದ್ಧದ ಮುಂಬರುವ ಎರಡು ಪಂದ್ಯಗಳ ಟೆಸ್ಟ್ ಸರಣಿಗೆ 15 ಸದಸ್ಯರ ತಂಡವನ್ನು ಬಿಸಿಸಿಐ ಪ್ರಕಟಿಸಿದೆ. ಶುಭಮನ್ ಗಿಲ್ ನಾಯಕತ್ವ ವಹಿಸಲಿದ್ದಾರೆ. — [44, 981, 222, 1067]
poster-board — [206, 1524, 258, 1576]
event-people — [44, 1368, 782, 1628]
story1-col3: ವರ್ಗಗಳನ್ನು ಸಹ ತಲುಪಬೇಕು ಎನ್ನುವುದು ನಮ್ಮ ಉದ್ದೇಶ ಎಂದರು. ಸರ್ಕಾರಿ ಇ-ಮಾರ್ಕೆಟ್‌ಪ್ಲೇಸ್ (ಜೆಇಎಂ) ಪೋರ್ಟಲ್ ಮೂಲಕ, ಸುಮಾರು 25 ಲಕ್ಷ ಮಾರಾಟಗಾರರು ಮತ್ತು ಸೇವಾ ಪೂರೈಕೆದಾರರು ಸರ್ಕಾರಕ್ಕೆ ಸರಬರಾಜು ಒದಗಿಸುತ್ತಿದ್ದಾರೆ. ಸಣ್ಣ ಅಂಗಡಿಯವರು ಮತ್ತು ವ್ಯಾಪಾರಿಗಳು, ಎಂಎಸ್‌ಎಂಇಗಳು, ಸ್ವಸಹಾಯ ಗುಂಪುಗಳು ಮತ್ತು ಉತ್ಪನ್ನಗಳನ್ನು ಸರ್ಕಾರಕ್ಕೆ ಮಾರಾಟ ಮಾಡಬಹುದು ಎಂದಿದ್ದಾರೆ. ಹಿಂದಿನ ಸರ್ಕಾರಗಳಲ್ಲಿ, ಇದನ್ನು ಕಲ್ಪಿಸಿಕೊಳ್ಳುವುದು ಅಸಾಧ್ಯವಾಗಿತ್ತು. ಇಂದು ಸಣ್ಣ ಅಂಗಡಿಯವರು ಸಹ ಈ ಪೋರ್ಟಲ್ ಮೂಲಕ ತಮ್ಮ ಸರಕುಗಳನ್ನು ಮಾರಾಟ ಮಾಡುತ್ತಿದ್ದಾರೆ. ಭಾರತ 2047ರ ವೇಳೆಗೆ ಅಭಿವೃದ್ಧಿ ಹೊಂದಿದ ದೇಶ ನಿರ್ಮಾಣ ನಮ್ಮ ಗುರಿ ಎಂದು ತಿಳಿಸಿದ್ದಾರೆ. ಚಿಪ್‌ನಿಂದ ಹಡಗಿನವರೆಗೆ ಎಲ್ಲವನ್ನೂ ಭಾರತದಲ್ಲಿ ತಯಾರಿಸಬೇಕೆಂಬುದು ನಾವು ಬಯಸುತ್ತೇವೆ ಎಂದು ಪ್ರಧಾನಿ ಹೇಳಿದ್ದಾರೆ. "ಅಲ್ಟಿಮೇಟ್ ಸೋರ್ಸಿಂಗ್ ಇಲ್ಲಿ ಪ್ರಾರಂಭವಾಗುತ್ತದೆ" ಎಂಬ ವಿಷಯದ ಅಡಿಯಲ್ಲಿ ಗ್ರೇಟರ್ ನೋಯ್ಡಾದಲ್ಲಿ ಉತ್ತರ ಪ್ರದೇಶ ಅಂತರರಾಷ್ಟ್ರೀಯ ವ್ಯಾಪಾರ ಪ್ರದರ್ಶನ-2025 (UPITS-2025) ಸೆಪ್ಟೆಂಬರ್ 25 ರಿಂದ 29ರವರೆಗೆ ನಡೆಯಲಿದೆ. ಈ ಕಾರ್ಯಕ್ರಮವು ಉದ್ಯೋಗಗಳನ್ನು ಹೊಂದಿರುತ್ತದೆ - ನಾವೀನ್ಯತೆ, ಏಕೀಕರಣ ಮತ್ತು ಅಂತಾರಾಷ್ಟ್ರೀಕರಣ. — [543, 169, 781, 654]
person-body — [474, 2155, 522, 2354]
story8-headline: ಅಕ್ಟೋಬರ್‌ನಲ್ಲಿ ಬಿಹಾರ ವಿಧಾನಸಭೆಗೆ ಚುನಾವಣೆ ಸಾಧ್ಯತೆ — [587, 2043, 1119, 2075]
poster-board — [397, 1524, 449, 1576]
ad-contact: ಜಾಹೀರಾತಿಗಾಗಿ ಸಂಪರ್ಕಿಸಿ - 94498 71825 — [1260, 84, 1450, 98]
squad-player: ವಾಷಿಂಗ್ಟನ್ ಸುಂದರ್ — [420, 1195, 497, 1208]
person-head — [534, 1450, 568, 1488]
shreyas-badge-1: ಅಯ್ಯರ್‌ಗೆ — [119, 1149, 222, 1175]
story2-bottom-col3: ಅವರಿಗೆ ಯುವ ದಸರಾ ಉಪ ಸಮಿತಿ ವತಿಯಿಂದ ಸನ್ಮಾನಿಸಲಾಯಿತು. ಈ ವೇಳೆ ಸಚಿವರಾದ ಭೈರತಿ ಸುರೇಶ್ ಸಂಸದರಾದ ಸುನೀಲ್ ಬೋಸ್ ಹಾಗೂ ಇತರರು ಉಪಸ್ಥಿತರಿದ್ದರು. — [1260, 692, 1490, 760]
poster-board — [716, 1524, 768, 1576]
squad-player: ರವೀಂದ್ರ ಜಡೇಜಾ (ಉ.ನಾ) — [420, 1175, 524, 1189]
modi-speech-photo — [294, 348, 531, 515]
child-photo — [1151, 2137, 1255, 2285]
squad-graphic — [409, 980, 781, 1359]
squad-player: ಶುಭಮನ್ ಗಿಲ್ (ನಾ) — [420, 1060, 505, 1073]
story2-bottom-col2: ಸಕ್ಕ ಹಾಡು ಹಾಡುತ್ತಿದ್ದಂತೆ ಇಡೀ ಪ್ರೇಕ್ಷಕರು ಎದ್ದು ಡ್ಯಾನ್ಸ್ ಮಾಡಿದರು. ಪ್ರೀತಂ ಗಾಯನದ ತಂಡ ತಮ್ಮದೇ ಆದ ವಿಶಿಷ್ಟ ಶೈಲಿಯಲ್ಲಿ ಹಿಂದಿ ಗೀತೆಗಳನ್ನು ಹಾಡಿ ಯುವ ದಸರಾ ವೇದಿಕೆಯಲ್ಲಿ ಮೋಡಿ ಮಾಡಿದರು. — [1026, 692, 1248, 760]
